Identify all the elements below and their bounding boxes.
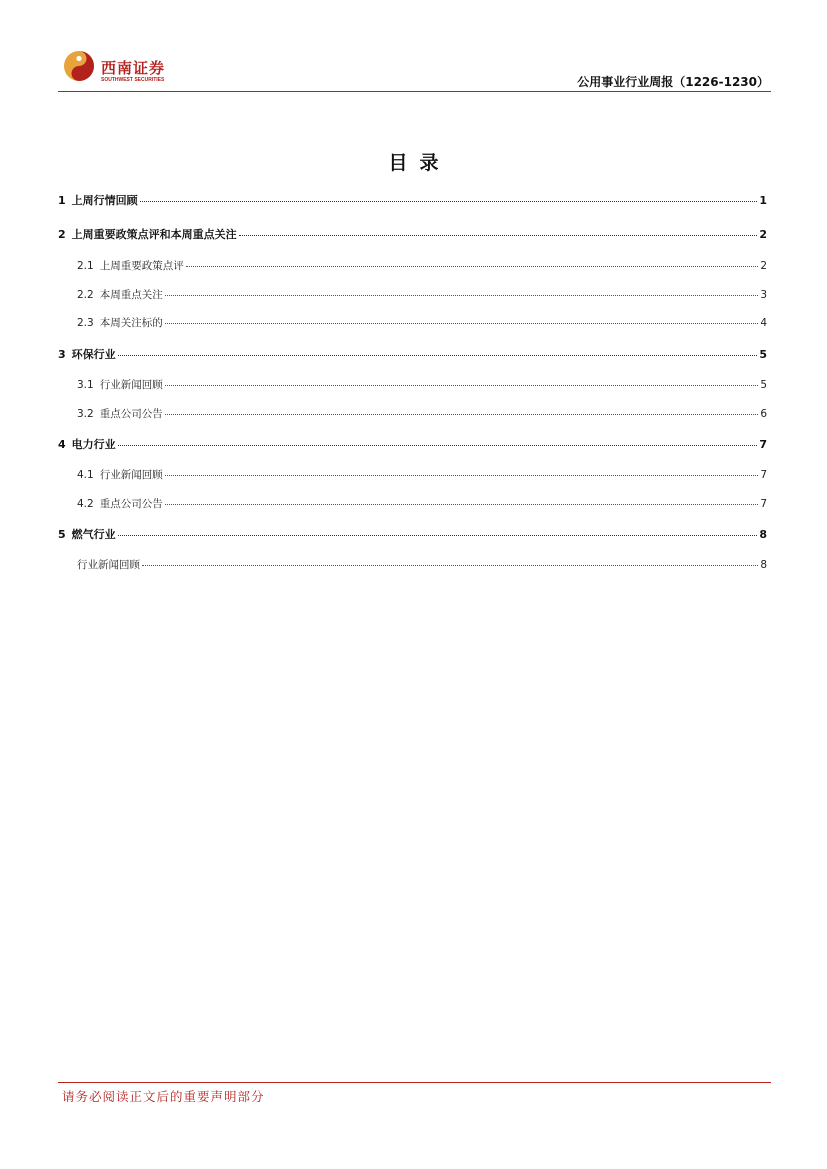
toc-entry-label: 上周重要政策点评和本周重点关注 <box>71 228 237 241</box>
toc-entry-label: 重点公司公告 <box>99 498 163 510</box>
toc-entry-page: 6 <box>760 408 767 420</box>
toc-subentry[interactable] <box>58 287 767 302</box>
toc-entry-label: 环保行业 <box>71 348 116 361</box>
toc-entry-page: 1 <box>759 194 767 207</box>
dot-leader <box>186 266 759 267</box>
toc-entry-number: 3.2 <box>77 408 94 420</box>
toc-entry-label: 本周关注标的 <box>99 317 163 329</box>
toc-entry-number: 1 <box>58 194 66 207</box>
toc-entry-label: 上周行情回顾 <box>71 194 138 207</box>
dot-leader <box>118 445 758 446</box>
dot-leader <box>165 295 759 296</box>
toc-entry[interactable] <box>58 192 767 208</box>
toc-entry-page: 8 <box>759 528 767 541</box>
toc-entry-number: 3.1 <box>77 379 94 391</box>
toc-entry-page: 5 <box>759 348 767 361</box>
logo-english-name: SOUTHWEST SECURITIES <box>101 77 165 83</box>
dot-leader <box>140 201 758 202</box>
toc-entry-page: 7 <box>759 438 767 451</box>
footer-disclaimer: 请务必阅读正文后的重要声明部分 <box>62 1089 265 1104</box>
toc-entry-page: 4 <box>760 317 767 329</box>
company-logo <box>63 50 178 88</box>
toc-subentry[interactable] <box>58 315 767 330</box>
toc-subentry[interactable] <box>58 557 767 572</box>
toc-subentry[interactable] <box>58 467 767 482</box>
toc-entry-page: 2 <box>760 260 767 272</box>
toc-entry-page: 7 <box>760 498 767 510</box>
toc-entry-label: 行业新闻回顾 <box>99 469 163 481</box>
toc-entry-label: 行业新闻回顾 <box>77 559 140 571</box>
toc-entry-label: 电力行业 <box>71 438 116 451</box>
toc-entry-page: 8 <box>760 559 767 571</box>
toc-entry-number: 4.1 <box>77 469 94 481</box>
toc-entry[interactable] <box>58 346 767 362</box>
header-divider <box>58 91 771 92</box>
toc-subentry[interactable] <box>58 406 767 421</box>
logo-chinese-name: 西南证券 <box>101 59 166 77</box>
toc-entry-number: 5 <box>58 528 66 541</box>
toc-entry-page: 7 <box>760 469 767 481</box>
toc-entry-page: 2 <box>759 228 767 241</box>
toc-entry-number: 4.2 <box>77 498 94 510</box>
toc-entry-number: 2 <box>58 228 66 241</box>
dot-leader <box>142 565 758 566</box>
report-title: 公用事业行业周报（1226-1230） <box>577 75 769 89</box>
toc-entry[interactable] <box>58 526 767 542</box>
toc-entry-number: 2.3 <box>77 317 94 329</box>
toc-entry-label: 重点公司公告 <box>99 408 163 420</box>
toc-entry-label: 行业新闻回顾 <box>99 379 163 391</box>
dot-leader <box>239 235 758 236</box>
toc-entry-page: 3 <box>760 289 767 301</box>
dot-leader <box>165 504 759 505</box>
page-header <box>58 46 771 94</box>
toc-subentry[interactable] <box>58 496 767 511</box>
dot-leader <box>165 414 759 415</box>
toc-entry[interactable] <box>58 436 767 452</box>
toc-entry-page: 5 <box>760 379 767 391</box>
toc-subentry[interactable] <box>58 258 767 273</box>
logo-emblem-icon <box>63 50 95 82</box>
dot-leader <box>118 355 758 356</box>
toc-entry-number: 3 <box>58 348 66 361</box>
toc-entry-label: 本周重点关注 <box>99 289 163 301</box>
toc-subentry[interactable] <box>58 377 767 392</box>
dot-leader <box>118 535 758 536</box>
dot-leader <box>165 385 759 386</box>
toc-entry-number: 2.2 <box>77 289 94 301</box>
toc-entry-number: 2.1 <box>77 260 94 272</box>
toc-entry-number: 4 <box>58 438 66 451</box>
dot-leader <box>165 475 759 476</box>
footer-divider <box>58 1082 771 1083</box>
toc-title: 目录 <box>388 152 451 174</box>
toc-entry-label: 上周重要政策点评 <box>99 260 184 272</box>
toc-entry-label: 燃气行业 <box>71 528 116 541</box>
dot-leader <box>165 323 759 324</box>
toc-entry[interactable] <box>58 226 767 242</box>
